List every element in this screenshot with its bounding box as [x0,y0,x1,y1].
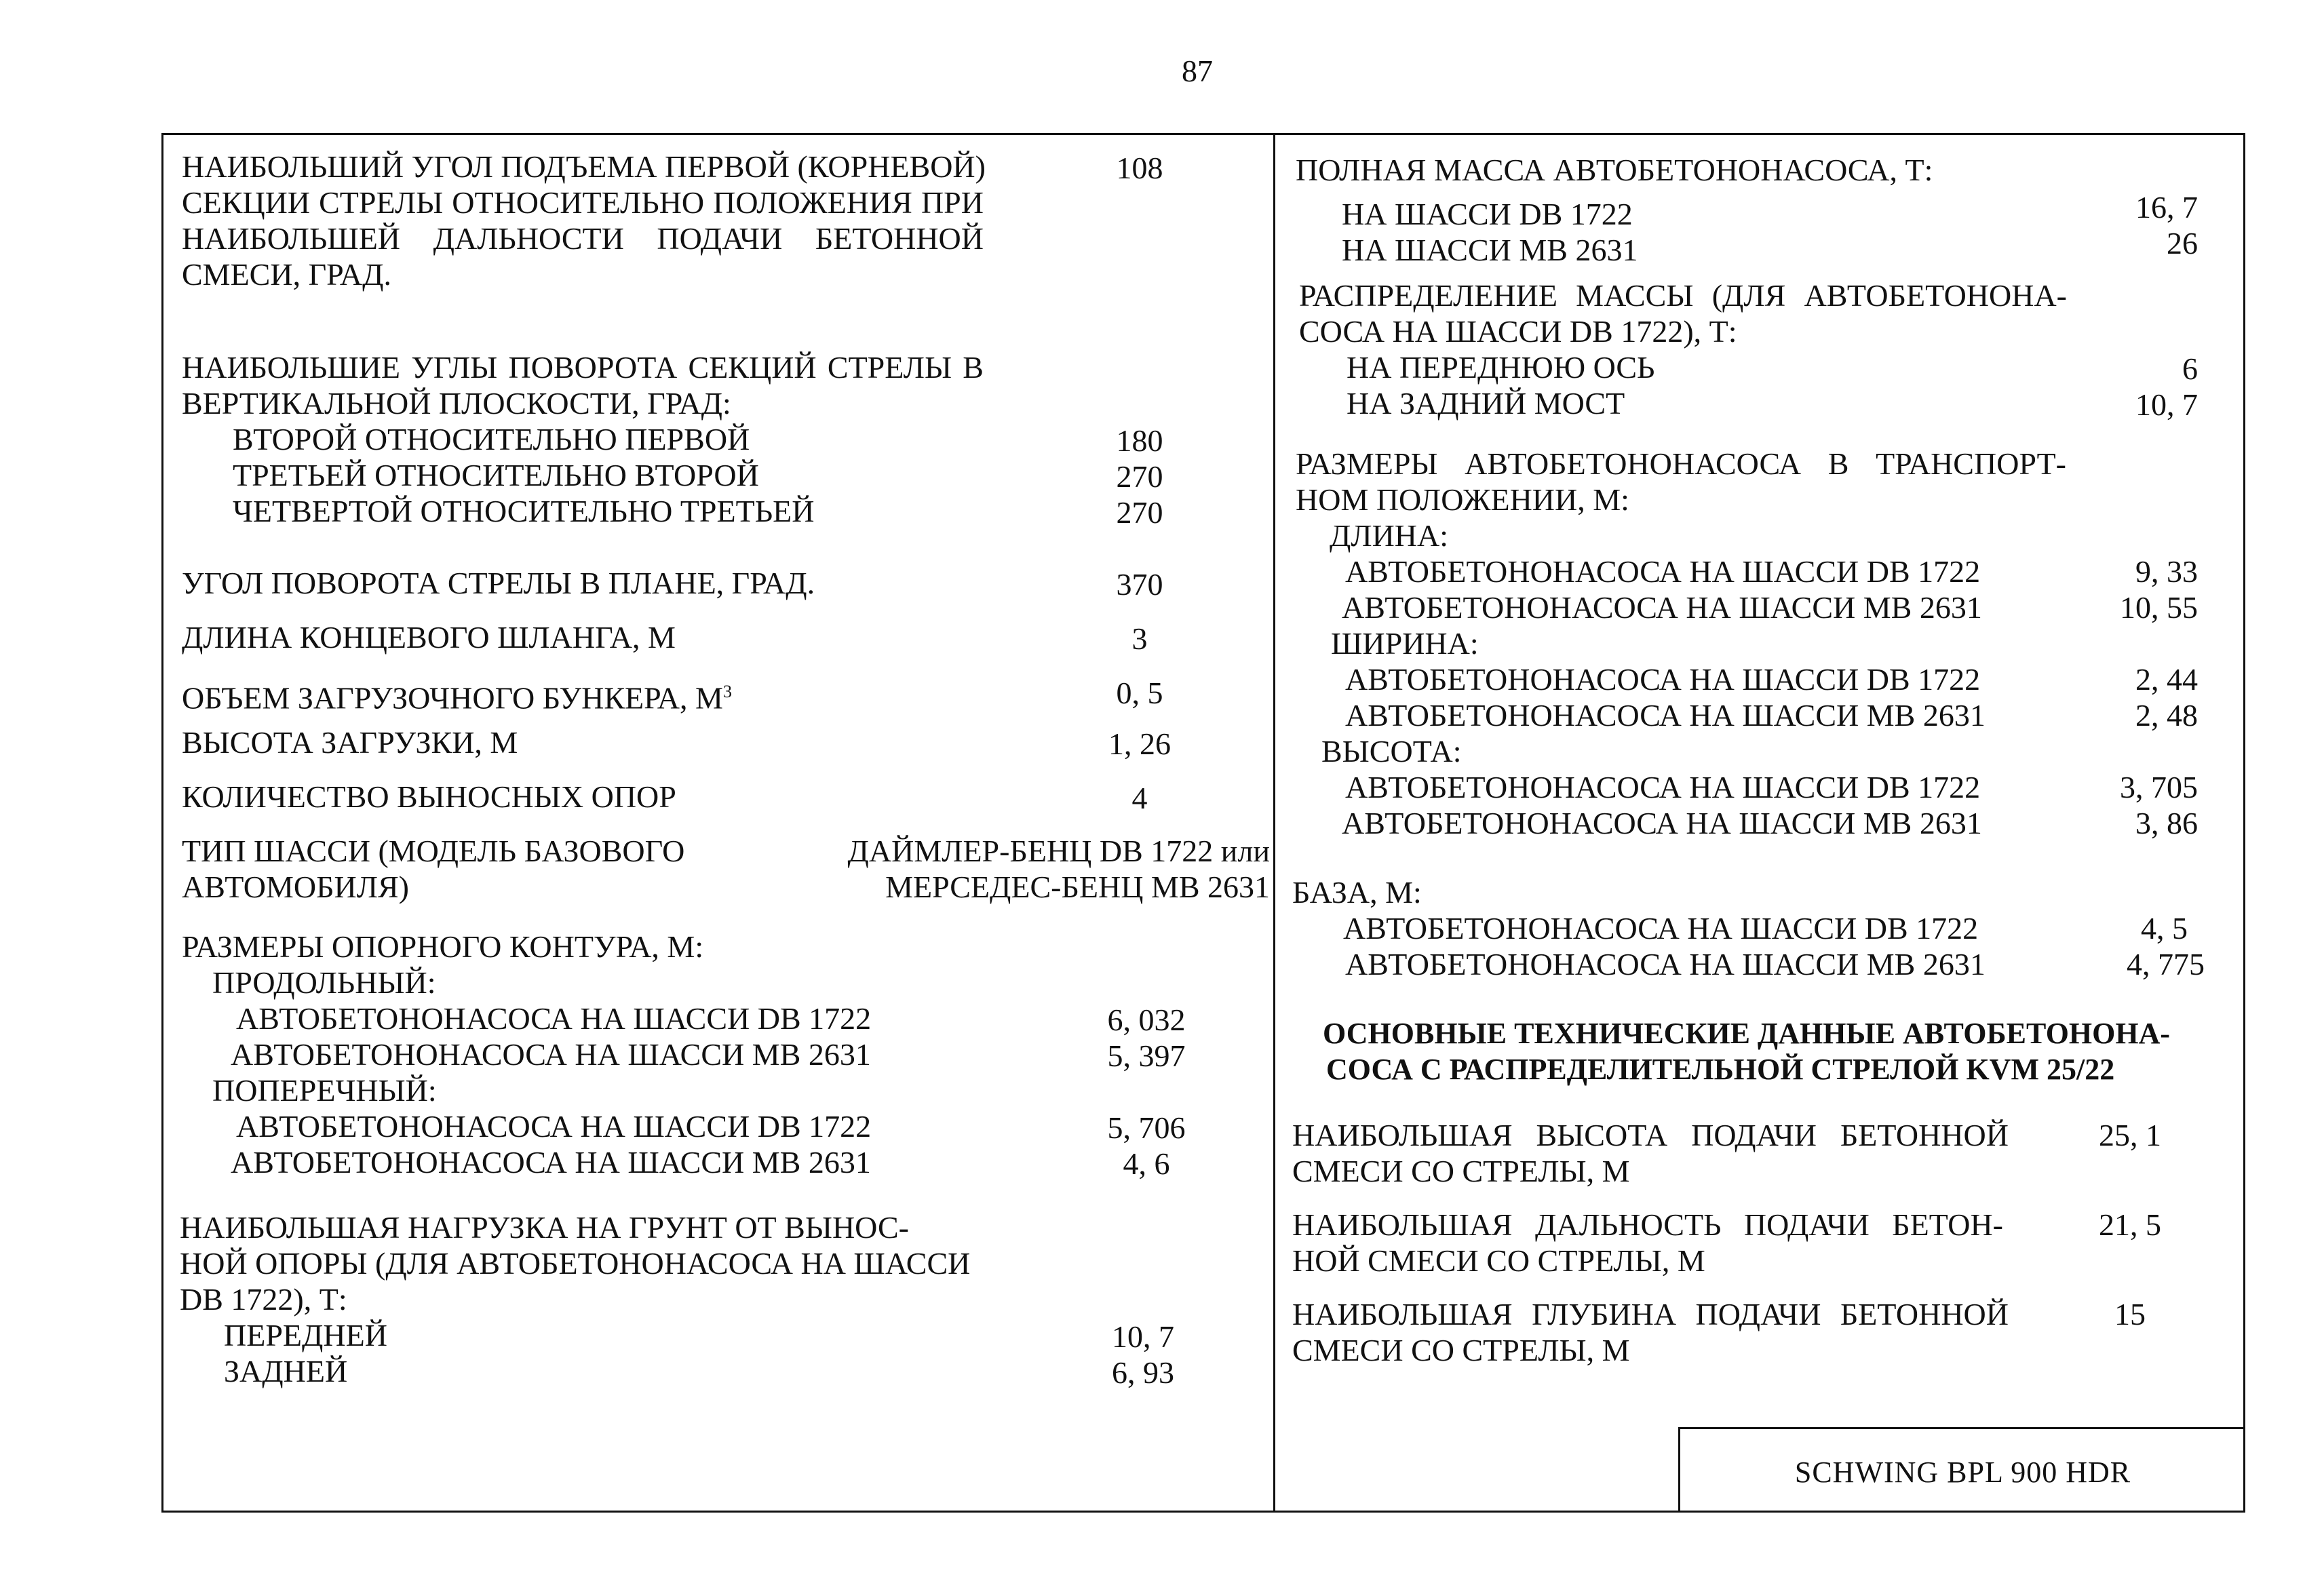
spec-sublabel: ВЫСОТА: [1321,734,1462,768]
spec-value: 21, 5 [2099,1207,2161,1242]
spec-value: 26 [2167,226,2198,260]
spec-sublabel: АВТОБЕТОНОНАСОСА НА ШАССИ MB 2631 [1342,590,1982,625]
spec-sublabel: АВТОБЕТОНОНАСОСА НА ШАССИ MB 2631 [231,1037,871,1072]
superscript: 3 [722,682,732,701]
spec-label: АВТОМОБИЛЯ) [182,870,409,904]
spec-value: 2, 48 [2135,698,2198,733]
spec-value: 108 [1116,151,1163,185]
spec-label: ВЫСОТА ЗАГРУЗКИ, М [182,725,518,760]
spec-label: РАЗМЕРЫ АВТОБЕТОНОНАСОСА В ТРАНСПОРТ- [1296,446,2066,481]
spec-value: 5, 397 [1107,1038,1186,1073]
spec-value: 15 [2114,1297,2146,1331]
spec-sublabel: НА ШАССИ MB 2631 [1342,233,1638,267]
spec-sublabel: ПОПЕРЕЧНЫЙ: [212,1073,437,1108]
spec-sublabel: АВТОБЕТОНОНАСОСА НА ШАССИ DB 1722 [1345,662,1981,697]
spec-sublabel: ЧЕТВЕРТОЙ ОТНОСИТЕЛЬНО ТРЕТЬЕЙ [233,494,815,528]
spec-label: НАИБОЛЬШАЯ ДАЛЬНОСТЬ ПОДАЧИ БЕТОН- [1292,1207,2003,1242]
spec-value: 0, 5 [1116,676,1163,710]
spec-label: ВЕРТИКАЛЬНОЙ ПЛОСКОСТИ, ГРАД: [182,386,731,421]
spec-sublabel: АВТОБЕТОНОНАСОСА НА ШАССИ MB 2631 [1342,806,1982,840]
spec-value: 25, 1 [2099,1118,2161,1152]
spec-value: 6, 93 [1112,1355,1174,1390]
spec-label: ОБЪЕМ ЗАГРУЗОЧНОГО БУНКЕРА, $М^3$ [182,680,732,716]
spec-label: НАИБОЛЬШИЕ УГЛЫ ПОВОРОТА СЕКЦИЙ СТРЕЛЫ В [182,350,984,385]
spec-label: СЕКЦИИ СТРЕЛЫ ОТНОСИТЕЛЬНО ПОЛОЖЕНИЯ ПРИ [182,185,984,220]
spec-value: 10, 7 [1112,1319,1174,1354]
spec-sublabel: АВТОБЕТОНОНАСОСА НА ШАССИ DB 1722 [1345,770,1981,804]
spec-value: 270 [1116,495,1163,530]
spec-sublabel: АВТОБЕТОНОНАСОСА НА ШАССИ DB 1722 [236,1001,872,1036]
spec-value: ДАЙМЛЕР-БЕНЦ DB 1722 или [847,834,1270,868]
spec-value: 10, 55 [2120,590,2198,625]
spec-value: 4, 6 [1123,1146,1170,1181]
spec-sublabel: ШИРИНА: [1331,626,1479,661]
spec-label: РАСПРЕДЕЛЕНИЕ МАССЫ (ДЛЯ АВТОБЕТОНОНА- [1299,278,2067,313]
spec-value: 370 [1116,567,1163,602]
spec-value: 6 [2182,351,2198,386]
spec-label: КОЛИЧЕСТВО ВЫНОСНЫХ ОПОР [182,779,676,814]
spec-value: 270 [1116,459,1163,494]
spec-sublabel: АВТОБЕТОНОНАСОСА НА ШАССИ MB 2631 [1345,698,1986,733]
spec-label: ДЛИНА КОНЦЕВОГО ШЛАНГА, М [182,620,676,655]
spec-value: 4 [1131,781,1148,815]
spec-value: 6, 032 [1107,1003,1186,1037]
spec-sublabel: ПРОДОЛЬНЫЙ: [212,965,436,1000]
title-block-text: SCHWING BPL 900 HDR [1794,1456,2131,1489]
spec-value: 2, 44 [2135,662,2198,697]
spec-label: СМЕСИ СО СТРЕЛЫ, М [1292,1154,1630,1188]
spec-value: 16, 7 [2135,190,2198,225]
spec-sublabel: ЗАДНЕЙ [224,1354,348,1388]
page-number: 87 [1182,54,1213,88]
spec-value: 4, 5 [2141,911,2188,946]
spec-value: 1, 26 [1108,726,1171,761]
spec-sublabel: НА ЗАДНИЙ МОСТ [1347,386,1625,421]
spec-sublabel: АВТОБЕТОНОНАСОСА НА ШАССИ DB 1722 [1345,554,1981,589]
spec-value: МЕРСЕДЕС-БЕНЦ MB 2631 [885,870,1270,904]
spec-sublabel: АВТОБЕТОНОНАСОСА НА ШАССИ MB 2631 [1345,947,1986,981]
column-divider [1273,133,1275,1513]
spec-sublabel: АВТОБЕТОНОНАСОСА НА ШАССИ DB 1722 [236,1109,872,1144]
spec-label: СМЕСИ СО СТРЕЛЫ, М [1292,1333,1630,1367]
spec-label: НАИБОЛЬШИЙ УГОЛ ПОДЪЕМА ПЕРВОЙ (КОРНЕВОЙ) [182,149,986,184]
spec-value: 9, 33 [2135,554,2198,589]
spec-label: НАИБОЛЬШАЯ НАГРУЗКА НА ГРУНТ ОТ ВЫНОС- [180,1210,909,1245]
spec-sublabel: АВТОБЕТОНОНАСОСА НА ШАССИ DB 1722 [1343,911,1979,946]
section-heading: ОСНОВНЫЕ ТЕХНИЧЕСКИЕ ДАННЫЕ АВТОБЕТОНОНА- [1323,1017,2171,1050]
section-heading: СОСА С РАСПРЕДЕЛИТЕЛЬНОЙ СТРЕЛОЙ KVM 25/22 [1326,1053,2115,1086]
spec-value: 3 [1131,621,1148,656]
spec-value: 5, 706 [1107,1110,1186,1145]
spec-label: БАЗА, М: [1292,875,1422,910]
spec-label: СОСА НА ШАССИ DB 1722), Т: [1299,314,1737,349]
spec-label: НАИБОЛЬШАЯ ГЛУБИНА ПОДАЧИ БЕТОННОЙ [1292,1297,2009,1331]
spec-sublabel: НА ШАССИ DB 1722 [1342,197,1633,231]
spec-label: НОМ ПОЛОЖЕНИИ, М: [1296,482,1629,517]
spec-value: 3, 86 [2135,806,2198,840]
spec-sublabel: ПЕРЕДНЕЙ [224,1318,387,1352]
spec-label: РАЗМЕРЫ ОПОРНОГО КОНТУРА, М: [182,929,704,964]
spec-sublabel: ДЛИНА: [1330,518,1449,553]
spec-label: УГОЛ ПОВОРОТА СТРЕЛЫ В ПЛАНЕ, ГРАД. [182,566,815,600]
spec-label: ТИП ШАССИ (МОДЕЛЬ БАЗОВОГО [182,834,685,868]
spec-label: НОЙ ОПОРЫ (ДЛЯ АВТОБЕТОНОНАСОСА НА ШАССИ [180,1246,971,1281]
spec-value: 180 [1116,423,1163,458]
spec-label: DB 1722), Т: [180,1282,347,1317]
spec-label: СМЕСИ, ГРАД. [182,257,391,292]
spec-label: НАИБОЛЬШАЯ ВЫСОТА ПОДАЧИ БЕТОННОЙ [1292,1118,2009,1152]
spec-label: НОЙ СМЕСИ СО СТРЕЛЫ, М [1292,1243,1705,1278]
spec-value: 10, 7 [2135,387,2198,422]
spec-value: 3, 705 [2120,770,2198,804]
spec-label: НАИБОЛЬШЕЙ ДАЛЬНОСТИ ПОДАЧИ БЕТОННОЙ [182,221,984,256]
spec-value: 4, 775 [2127,947,2205,981]
spec-label: ПОЛНАЯ МАССА АВТОБЕТОНОНАСОСА, Т: [1296,153,1933,187]
spec-sublabel: НА ПЕРЕДНЮЮ ОСЬ [1347,350,1655,385]
spec-sublabel: АВТОБЕТОНОНАСОСА НА ШАССИ MB 2631 [231,1145,871,1180]
title-block [1678,1427,2245,1513]
spec-sublabel: ТРЕТЬЕЙ ОТНОСИТЕЛЬНО ВТОРОЙ [233,458,759,492]
spec-sublabel: ВТОРОЙ ОТНОСИТЕЛЬНО ПЕРВОЙ [233,422,750,456]
